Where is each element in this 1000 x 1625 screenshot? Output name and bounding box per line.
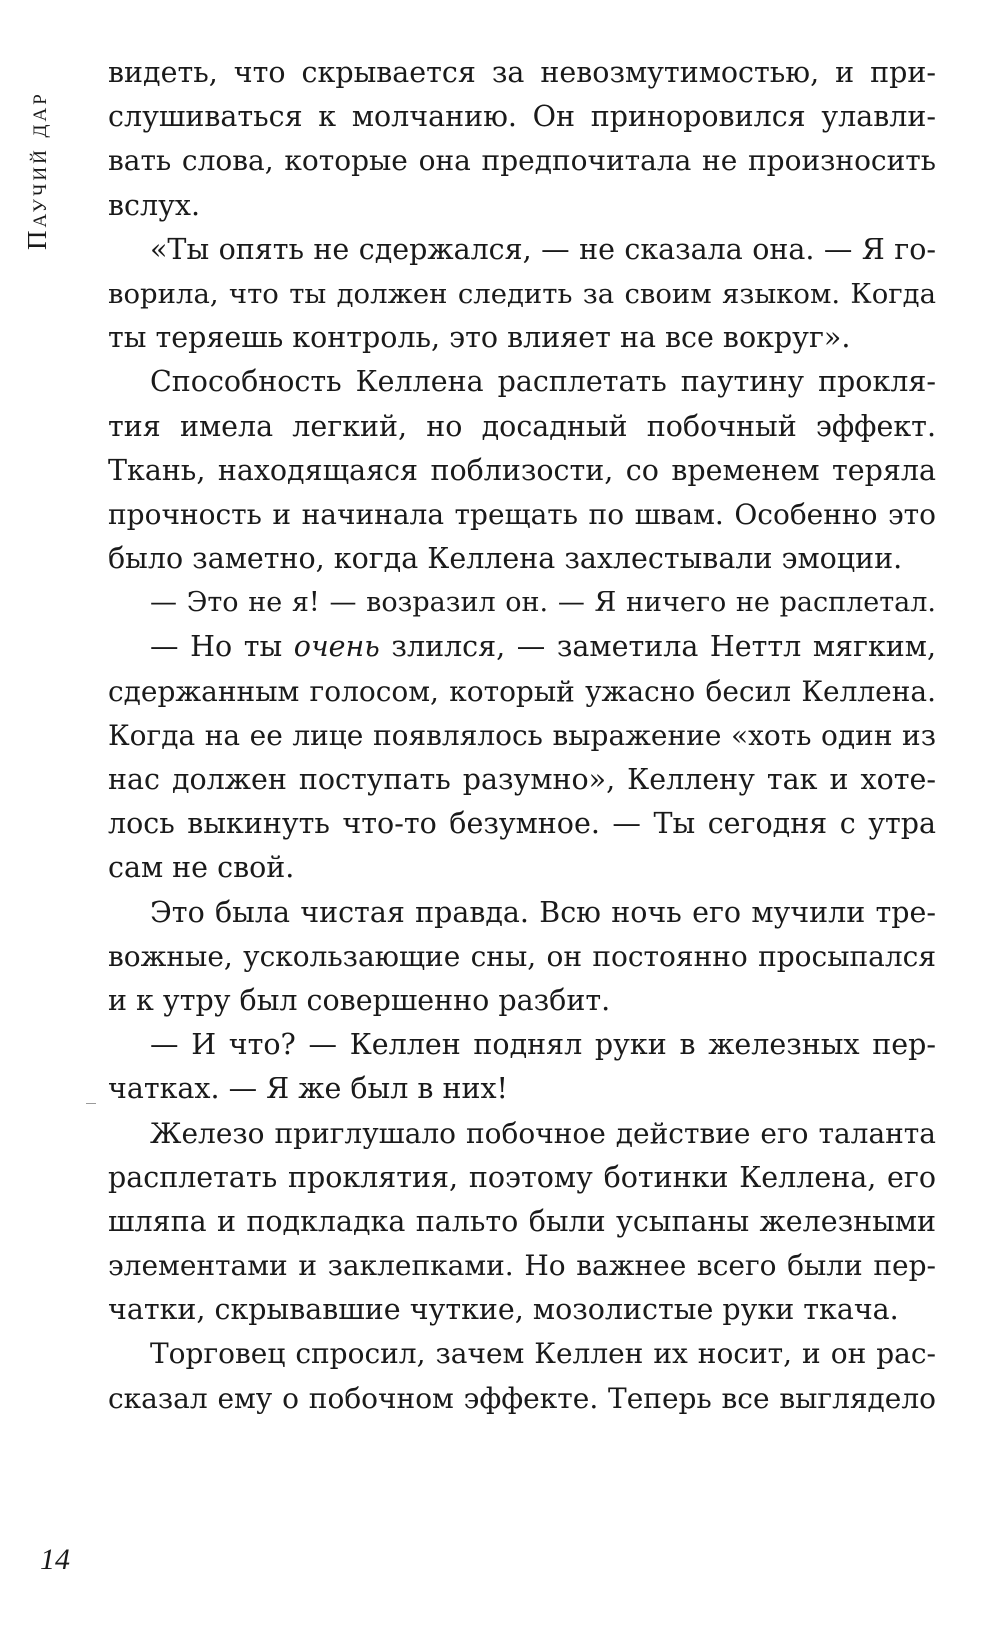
text-line: ты теряешь контроль, это влияет на все вокруг». <box>108 321 851 355</box>
text-line <box>108 625 936 669</box>
text-line: шляпа и подкладка пальто были усыпаны железными <box>108 1204 936 1238</box>
text-line: Это была чистая правда. Всю ночь его мучили тре- <box>150 895 936 929</box>
text-line: сдержанным голосом, который ужасно бесил Келлена. <box>108 674 936 708</box>
margin-mark <box>86 1103 96 1104</box>
text-line: прочность и начинала трещать по швам. Особенно это <box>108 497 936 531</box>
text-span: — Но ты <box>150 630 294 664</box>
text-line: сказал ему о побочном эффекте. Теперь все выглядело <box>108 1381 936 1415</box>
page-number: 14 <box>40 1543 70 1576</box>
text-line: чатки, скрывавшие чуткие, мозолистые руки ткача. <box>108 1293 899 1327</box>
text-line: лось выкинуть что-то безумное. — Ты сегодня с утра <box>108 807 936 841</box>
text-line: сам не свой. <box>108 851 295 885</box>
text-line: видеть, что скрывается за невозмутимостью, и при- <box>108 56 936 89</box>
text-line: было заметно, когда Келлена захлестывали эмоции. <box>108 542 903 576</box>
text-line: Когда на ее лице появлялось выражение «хоть один из <box>108 718 936 752</box>
text-line: — И что? — Келлен поднял руки в железных пер- <box>150 1028 936 1062</box>
text-line: и к утру был совершенно разбит. <box>108 983 611 1017</box>
emphasis: очень <box>293 630 380 664</box>
text-line: вслух. <box>108 188 201 222</box>
text-line: Железо приглушало побочное действие его таланта <box>150 1116 936 1150</box>
body-text <box>108 51 936 1421</box>
text-line: «Ты опять не сдержался, — не сказала она. — Я го- <box>150 232 936 266</box>
text-line: слушиваться к молчанию. Он приноровился улавли- <box>108 100 936 134</box>
text-line: вать слова, которые она предпочитала не произносить <box>108 144 936 178</box>
text-line: элементами и заклепками. Но важнее всего были пер- <box>108 1249 936 1283</box>
text-line: тия имела легкий, но досадный побочный эффект. <box>108 409 936 443</box>
text-line: вожные, ускользающие сны, он постоянно просыпался <box>108 939 936 973</box>
text-line: чатках. — Я же был в них! <box>108 1072 509 1106</box>
text-span: злился, — заметила Неттл мягким, <box>379 630 936 664</box>
text-line: расплетать проклятия, поэтому ботинки Келлена, его <box>108 1160 936 1194</box>
text-line: — Это не я! — возразил он. — Я ничего не расплетал. <box>150 587 936 619</box>
text-line: Способность Келлена расплетать паутину прокля- <box>150 365 936 399</box>
text-line: Торговец спросил, зачем Келлен их носит, и он рас- <box>150 1337 936 1371</box>
text-line: ворила, что ты должен следить за своим языком. Когда <box>108 277 936 310</box>
text-line: Ткань, находящаяся поблизости, со временем теряла <box>108 453 936 487</box>
running-head: Паучий дар <box>22 91 52 250</box>
text-line: нас должен поступать разумно», Келлену так и хоте- <box>108 763 936 796</box>
